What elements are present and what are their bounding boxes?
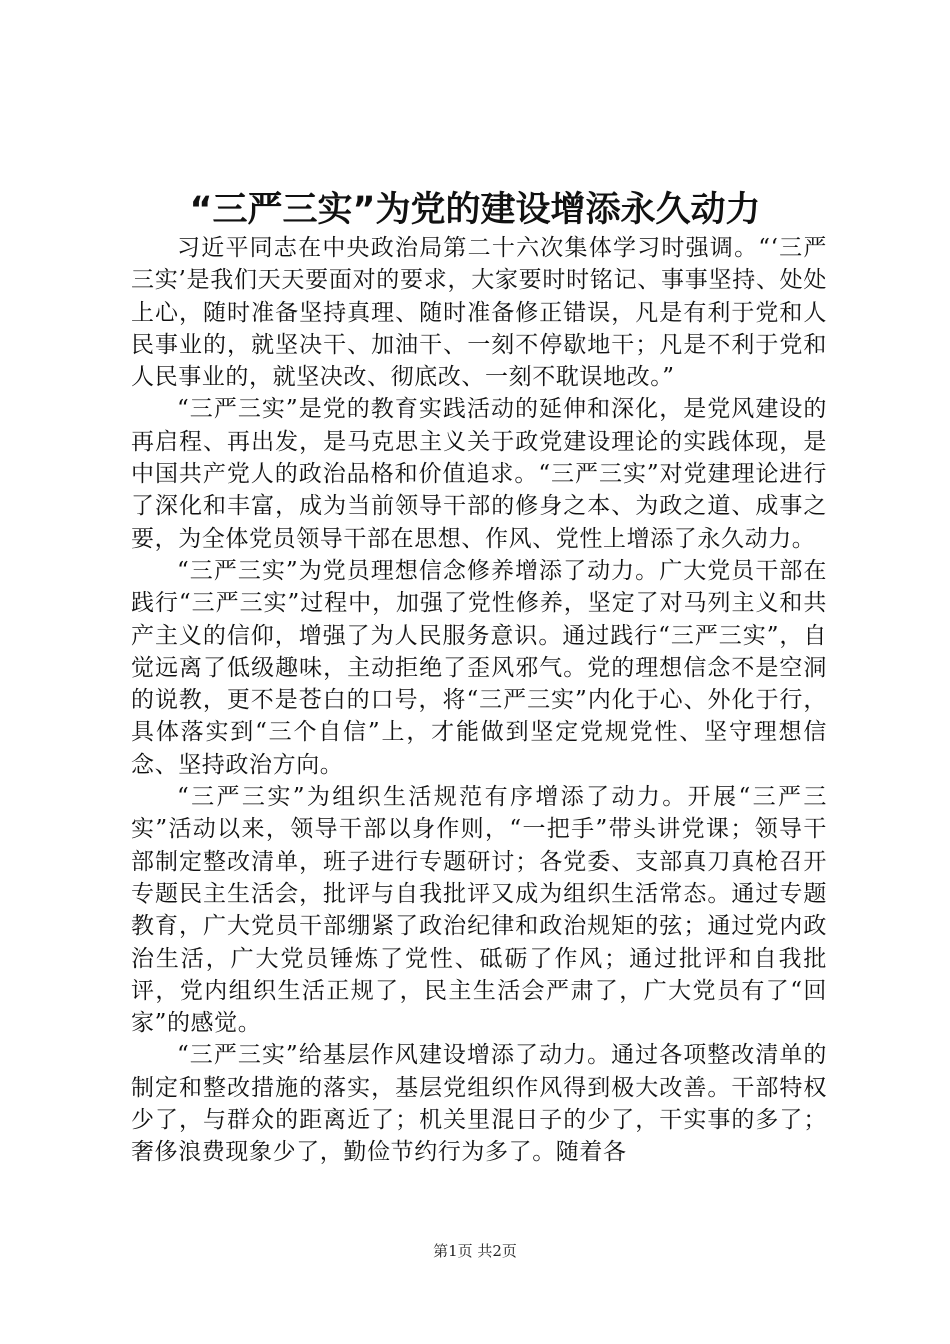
document-title: “三严三实”为党的建设增添永久动力 bbox=[189, 190, 761, 230]
paragraph-5: “三严三实”给基层作风建设增添了动力。通过各项整改清单的制定和整改措施的落实，基层党组织作风得到极大改善。干部特权少了，与群众的距离近了；机关里混日子的少了，干实事的多了；奢侈浪费现象少了，勤俭节约行为多了。随着各 bbox=[131, 1042, 827, 1166]
page-number-footer: 第1页 共2页 bbox=[433, 1242, 517, 1260]
paragraph-2: “三严三实”是党的教育实践活动的延伸和深化，是党风建设的再启程、再出发，是马克思主义关于政党建设理论的实践体现，是中国共产党人的政治品格和价值追求。“三严三实”对党建理论进行了深化和丰富，成为当前领导干部的修身之本、为政之道、成事之要，为全体党员领导干部在思想、作风、党性上增添了永久动力。 bbox=[131, 396, 827, 552]
paragraph-1: 习近平同志在中央政治局第二十六次集体学习时强调。“‘三严三实’是我们天天要面对的要求，大家要时时铭记、事事坚持、处处上心，随时准备坚持真理、随时准备修正错误，凡是有利于党和人民事业的，就坚决干、加油干、一刻不停歇地干；凡是不利于党和人民事业的，就坚决改、彻底改、一刻不耽误地改。” bbox=[131, 235, 827, 391]
paragraph-3: “三严三实”为党员理想信念修养增添了动力。广大党员干部在践行“三严三实”过程中，加强了党性修养，坚定了对马列主义和共产主义的信仰，增强了为人民服务意识。通过践行“三严三实”，自觉远离了低级趣味，主动拒绝了歪风邪气。党的理想信念不是空洞的说教，更不是苍白的口号，将“三严三实”内化于心、外化于行，具体落实到“三个自信”上，才能做到坚定党规党性、坚守理想信念、坚持政治方向。 bbox=[131, 557, 827, 778]
document-body bbox=[131, 232, 827, 1169]
paragraph-4: “三严三实”为组织生活规范有序增添了动力。开展“三严三实”活动以来，领导干部以身作则，“一把手”带头讲党课；领导干部制定整改清单，班子进行专题研讨；各党委、支部真刀真枪召开专题民主生活会，批评与自我批评又成为组织生活常态。通过专题教育，广大党员干部绷紧了政治纪律和政治规矩的弦；通过党内政治生活，广大党员锤炼了党性、砥砺了作风；通过批评和自我批评，党内组织生活正规了，民主生活会严肃了，广大党员有了“回家”的感觉。 bbox=[131, 784, 827, 1037]
